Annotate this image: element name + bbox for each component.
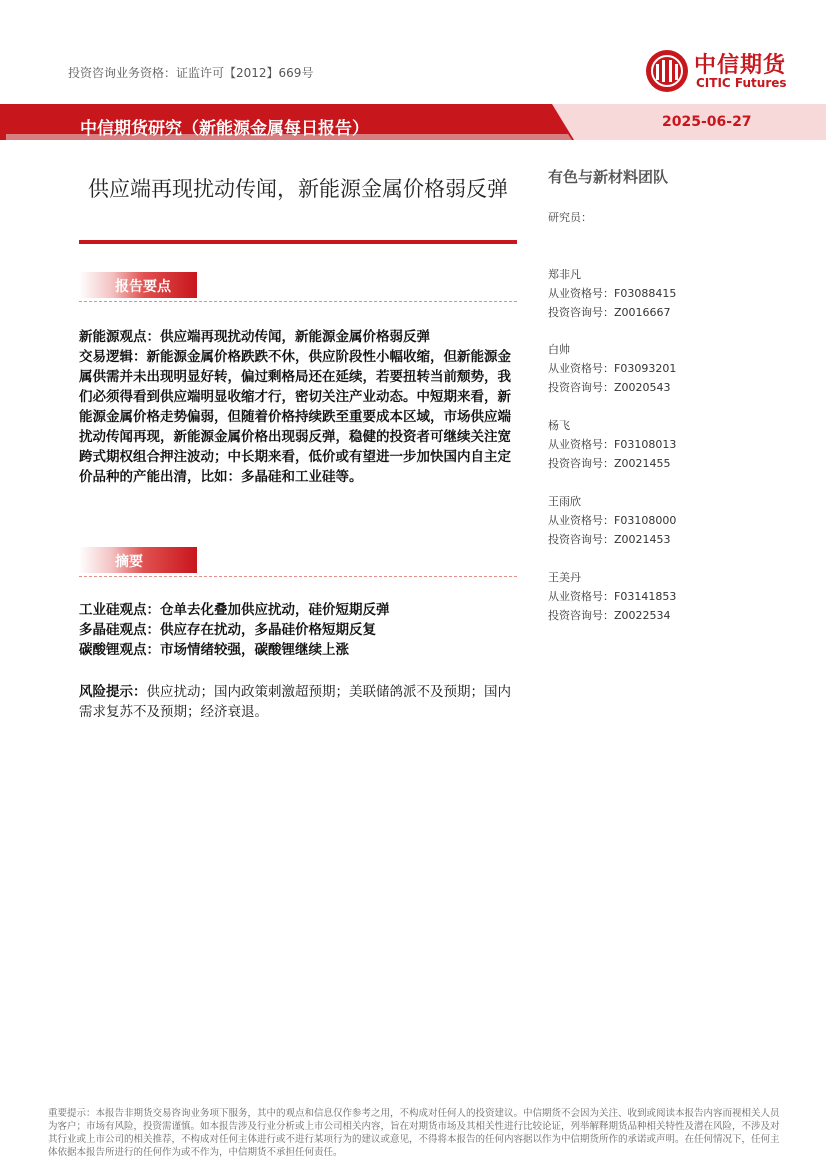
analyst-name: 王美丹 [548,571,581,584]
summary-item-polysilicon: 多晶硅观点：供应存在扰动，多晶硅价格短期反复 [79,622,376,638]
report-date: 2025-06-27 [662,114,752,130]
summary-item-silicon: 工业硅观点：仓单去化叠加供应扰动，硅价短期反弹 [79,602,390,618]
section-label: 报告要点 [115,279,171,295]
section-header-highlights [79,272,517,298]
logo-chinese-name: 中信期货 [694,53,787,78]
analyst-entry [548,265,676,322]
analyst-qualification: 从业资格号：F03088415 [548,287,677,300]
section-header-summary [79,547,517,573]
viewpoint-text: 新能源观点：供应端再现扰动传闻，新能源金属价格弱反弹 [79,329,430,345]
analyst-entry [548,568,676,625]
analyst-consult-number: 投资咨询号：Z0022534 [548,609,671,622]
analyst-entry [548,492,676,549]
disclaimer-text: 重要提示：本报告非期货交易咨询业务项下服务，其中的观点和信息仅作参考之用，不构成对任何人的投资建议。中信期货不会因为关注、收到或阅读本报告内容而视相关人员为客户；市场有风险，投资需谨慎。如本报告涉及行业分析或上市公司相关内容，旨在对期货市场及其相关性进行比较论证，列举解释期货品种相关特性及潜在风险，不涉及对其行业或上市公司的相关推荐，不构成对任何主体进行或不进行某项行为的建议或意见，不得将本报告的任何内容据以作为中信期货所作的承诺或声明。在任何情况下，任何主体依据本报告所进行的任何作为或不作为，中信期货不承担任何责任。 [48,1108,780,1158]
researcher-label: 研究员： [548,211,592,224]
analyst-name: 王雨欣 [548,495,581,508]
analyst-name: 杨飞 [548,419,570,432]
report-title: 供应端再现扰动传闻，新能源金属价格弱反弹 [88,177,508,201]
analyst-consult-number: 投资咨询号：Z0016667 [548,306,671,319]
analyst-entry [548,416,676,473]
summary-list [79,600,519,660]
analyst-entry [548,340,676,397]
risk-label: 风险提示： [79,684,147,700]
risk-warning [79,682,519,722]
analyst-qualification: 从业资格号：F03108000 [548,514,677,527]
team-name: 有色与新材料团队 [548,168,669,186]
license-text: 投资咨询业务资格：证监许可【2012】669号 [68,66,314,80]
analyst-qualification: 从业资格号：F03141853 [548,590,677,603]
banner-title: 中信期货研究（新能源金属每日报告） [80,119,369,139]
section-divider [79,301,517,302]
analyst-qualification: 从业资格号：F03108013 [548,438,677,451]
analyst-consult-number: 投资咨询号：Z0020543 [548,381,671,394]
summary-item-lithium: 碳酸锂观点：市场情绪较强，碳酸锂继续上涨 [79,642,349,658]
analyst-qualification: 从业资格号：F03093201 [548,362,677,375]
analyst-consult-number: 投资咨询号：Z0021455 [548,457,671,470]
risk-text: 供应扰动；国内政策刺激超预期；美联储鸽派不及预期；国内需求复苏不及预期；经济衰退。 [79,684,511,720]
citic-emblem-icon [644,48,690,94]
analyst-name: 白帅 [548,343,570,356]
analyst-name: 郑非凡 [548,268,581,281]
logo-english-name: CITIC Futures [696,76,787,90]
citic-logo [644,46,804,94]
section-divider [79,576,517,577]
analyst-consult-number: 投资咨询号：Z0021453 [548,533,671,546]
section-label: 摘要 [115,554,143,570]
title-underline [79,240,517,244]
trading-logic-text: 交易逻辑：新能源金属价格跌跌不休，供应阶段性小幅收缩，但新能源金属供需并未出现明显好转，偏过剩格局还在延续，若要扭转当前颓势，我们必须得看到供应端明显收缩才行，密切关注产业动态。中短期来看，新能源金属价格走势偏弱，但随着价格持续跌至重要成本区域，市场供应端扰动传闻再现，新能源金属价格出现弱反弹，稳健的投资者可继续关注宽跨式期权组合押注波动；中长期来看，低价或有望进一步加快国内自主定价品种的产能出清，比如：多晶硅和工业硅等。 [79,349,511,485]
